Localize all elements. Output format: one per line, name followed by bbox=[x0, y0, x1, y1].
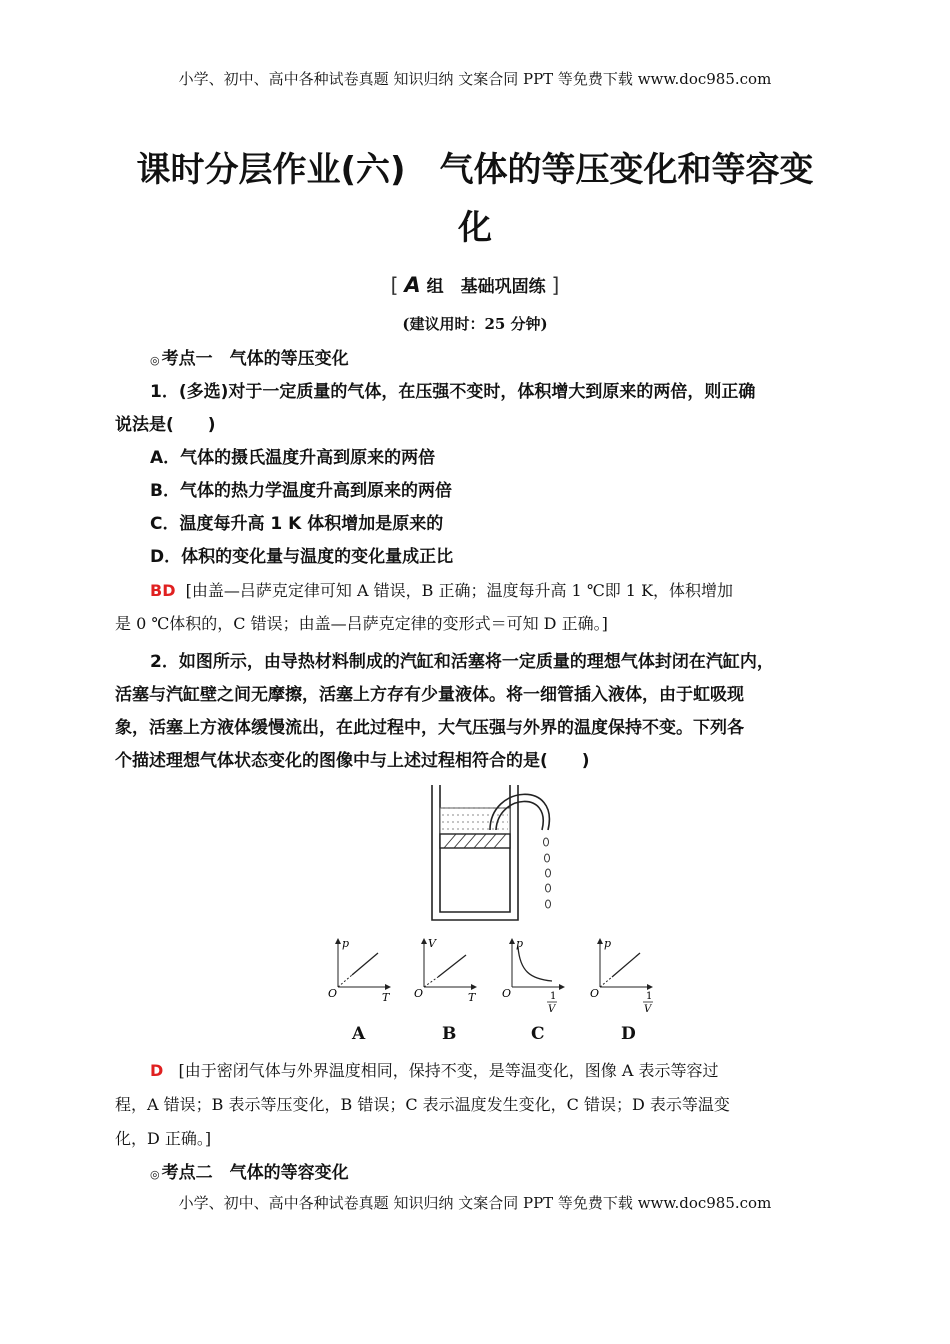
q1-stem-line1: 1．(多选)对于一定质量的气体，在压强不变时，体积增大到原来的两倍，则正确 bbox=[150, 382, 756, 402]
section-heading-1: ◎ 考点一 气体的等压变化 bbox=[150, 349, 349, 369]
bracket-close: ] bbox=[551, 273, 560, 297]
target-icon: ◎ bbox=[150, 1168, 160, 1181]
group-letter: A bbox=[404, 273, 421, 297]
q1-option-d: D．体积的变化量与温度的变化量成正比 bbox=[150, 547, 454, 567]
q1-option-b: B．气体的热力学温度升高到原来的两倍 bbox=[150, 481, 452, 501]
svg-text:O: O bbox=[502, 987, 512, 1000]
group-label bbox=[0, 272, 950, 297]
graph-d bbox=[590, 937, 653, 1015]
page-footer: 小学、初中、高中各种试卷真题 知识归纳 文案合同 PPT 等免费下载 www.doc985.com bbox=[178, 1194, 772, 1212]
q2-stem-line2: 活塞与汽缸壁之间无摩擦，活塞上方存有少量液体。将一细管插入液体，由于虹吸现 bbox=[115, 685, 744, 705]
svg-text:O: O bbox=[414, 987, 424, 1000]
cylinder-diagram bbox=[420, 780, 580, 925]
bracket-open: [ bbox=[390, 273, 399, 297]
svg-text:p: p bbox=[516, 937, 524, 950]
q2-answer: D bbox=[150, 1061, 164, 1080]
q2-stem-line1: 2．如图所示，由导热材料制成的汽缸和活塞将一定质量的理想气体封闭在汽缸内， bbox=[150, 652, 774, 672]
time-hint: (建议用时：25 分钟) bbox=[402, 315, 548, 333]
q1-option-c: C．温度每升高 1 K 体积增加是原来的 bbox=[150, 514, 444, 534]
svg-text:T: T bbox=[382, 991, 390, 1004]
q2-answer-line1: D [由于密闭气体与外界温度相同，保持不变，是等温变化，图像 A 表示等容过 bbox=[150, 1061, 719, 1080]
q1-answer-line1: BD [由盖—吕萨克定律可知 A 错误，B 正确；温度每升高 1 ℃即 1 K，体积增加 bbox=[150, 581, 734, 600]
section-heading-2: ◎ 考点二 气体的等容变化 bbox=[150, 1163, 349, 1183]
target-icon: ◎ bbox=[150, 354, 160, 367]
page-title-line2: 化 bbox=[458, 208, 492, 248]
q2-answer-line2: 程，A 错误；B 表示等压变化，B 错误；C 表示温度发生变化，C 错误；D 表示等温变 bbox=[115, 1095, 730, 1114]
group-text: 组 基础巩固练 bbox=[426, 277, 546, 297]
svg-text:O: O bbox=[328, 987, 338, 1000]
graph-a bbox=[328, 937, 391, 1004]
svg-text:O: O bbox=[590, 987, 600, 1000]
liquid-layer bbox=[440, 808, 510, 834]
state-graphs bbox=[320, 935, 670, 1015]
q2-stem-line3: 象，活塞上方液体缓慢流出，在此过程中，大气压强与外界的温度保持不变。下列各 bbox=[115, 718, 744, 738]
svg-text:V: V bbox=[428, 937, 436, 950]
q1-option-a: A．气体的摄氏温度升高到原来的两倍 bbox=[150, 448, 436, 468]
page-header: 小学、初中、高中各种试卷真题 知识归纳 文案合同 PPT 等免费下载 www.doc985.com bbox=[178, 70, 772, 88]
graph-c bbox=[502, 937, 564, 1015]
q1-answer-line2: 是 0 ℃体积的，C 错误；由盖—吕萨克定律的变形式＝可知 D 正确。] bbox=[115, 614, 608, 633]
q2-answer-line3: 化，D 正确。] bbox=[115, 1129, 212, 1148]
svg-text:V: V bbox=[644, 1004, 652, 1015]
svg-text:1: 1 bbox=[550, 991, 557, 1002]
svg-text:V: V bbox=[548, 1004, 556, 1015]
graph-label-c: C bbox=[531, 1024, 545, 1044]
svg-text:T: T bbox=[468, 991, 476, 1004]
q1-answer: BD bbox=[150, 581, 176, 600]
graph-label-d: D bbox=[621, 1024, 636, 1044]
q1-stem-line2: 说法是( ) bbox=[115, 415, 216, 435]
svg-text:1: 1 bbox=[646, 991, 653, 1002]
graph-label-a: A bbox=[352, 1024, 366, 1044]
graph-label-b: B bbox=[442, 1024, 457, 1044]
svg-text:p: p bbox=[342, 937, 350, 950]
q2-stem-line4: 个描述理想气体状态变化的图像中与上述过程相符合的是( ) bbox=[115, 751, 590, 771]
graph-b bbox=[414, 937, 477, 1004]
svg-text:p: p bbox=[604, 937, 612, 950]
page-title-line1: 课时分层作业(六) 气体的等压变化和等容变 bbox=[136, 150, 814, 190]
